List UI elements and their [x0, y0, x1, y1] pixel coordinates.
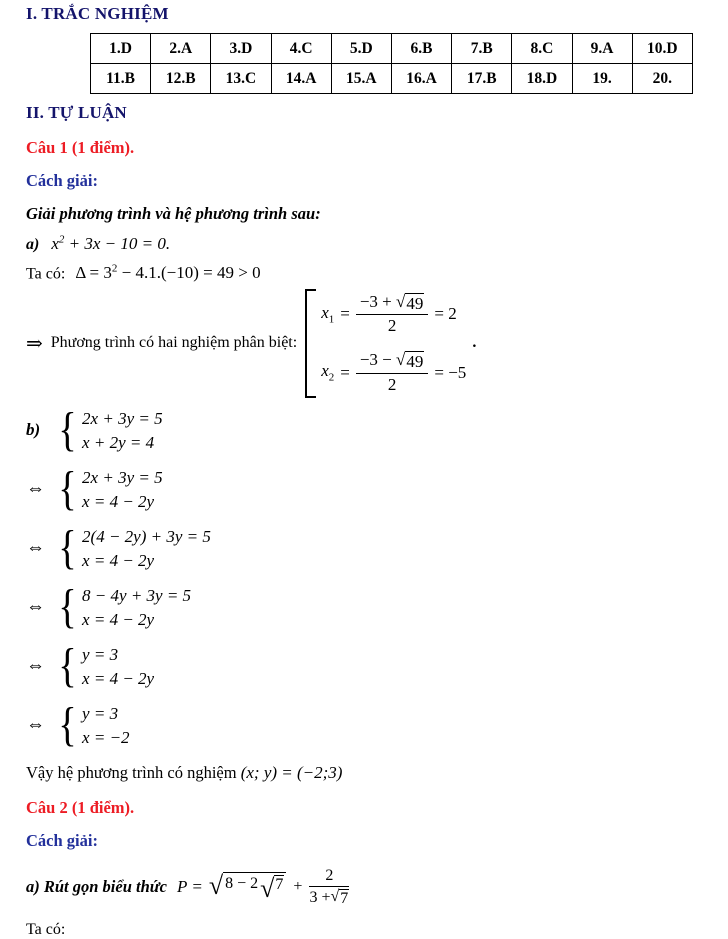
den-radicand-7: 7: [340, 889, 349, 907]
root1-result: = 2: [434, 304, 457, 324]
answer-cell: 19.: [572, 64, 632, 94]
system-equation-1: y = 3: [82, 644, 119, 664]
radical-sign: √: [208, 871, 224, 901]
den-pre: 3 +: [309, 888, 331, 906]
answer-cell: 17.B: [452, 64, 512, 94]
equation-system-block: [26, 698, 700, 752]
plus-sign: +: [293, 878, 303, 896]
root2-line: [321, 350, 466, 395]
root2-numerator: [356, 350, 429, 374]
system-equation-1: 8 − 4y + 3y = 5: [82, 585, 192, 605]
taco-label-1: Ta có:: [26, 265, 66, 283]
eq-exponent: 2: [58, 233, 65, 245]
system-lead-symbol: ⇔: [26, 537, 45, 559]
root1-equals: =: [340, 304, 350, 324]
system-lead-symbol: ⇔: [26, 655, 45, 677]
conclusion-math: (x; y) = (−2;3): [240, 763, 343, 783]
implies-arrow-icon: ⇒: [26, 332, 43, 355]
radicand-49: 49: [406, 352, 424, 372]
answer-cell: 8.C: [512, 34, 572, 64]
system-equations: [82, 585, 191, 630]
answer-cell: 20.: [632, 64, 692, 94]
delta-computation: [75, 263, 260, 282]
system-equations: [82, 467, 163, 512]
system-equations: [82, 644, 154, 689]
conclusion-text: Vậy hệ phương trình có nghiệm: [26, 763, 241, 783]
fraction-denominator: [309, 887, 349, 908]
fraction-numerator: 2: [309, 867, 349, 887]
outer-radicand: [223, 872, 286, 902]
cau1a-roots-line: [26, 291, 700, 395]
answer-cell: 18.D: [512, 64, 572, 94]
root2-num-pre: −3 −: [359, 350, 397, 370]
roots-cases-block: [305, 289, 466, 398]
system-lead-symbol: ⇔: [26, 596, 45, 618]
delta-rest: − 4.1.(−10) = 49 > 0: [117, 263, 261, 283]
root1-num-pre: −3 +: [359, 291, 397, 311]
answer-table-body: [91, 34, 693, 94]
system-lead-symbol: ⇔: [26, 478, 45, 500]
cau2-heading: Câu 2 (1 điểm).: [26, 798, 135, 818]
system-equations: [82, 526, 211, 571]
system-equations: [82, 408, 163, 453]
left-curly-brace: {: [58, 698, 77, 752]
system-equation-2: x = 4 − 2y: [82, 491, 155, 511]
cau2-fraction: [309, 867, 349, 908]
system-equation-1: 2x + 3y = 5: [82, 467, 163, 487]
system-equation-2: x = 4 − 2y: [82, 550, 155, 570]
left-curly-brace: {: [58, 521, 77, 575]
cau1-heading: Câu 1 (1 điểm).: [26, 138, 135, 157]
answer-cell: 12.B: [151, 64, 211, 94]
section-title-tu-luan: II. TỰ LUẬN: [26, 103, 127, 122]
left-curly-brace: {: [58, 403, 77, 457]
part-a-label: a): [26, 235, 40, 253]
root2-denominator: 2: [387, 374, 397, 394]
answer-cell: 15.A: [331, 64, 391, 94]
outer-radicand-pre: 8 − 2: [225, 875, 259, 893]
root2-result: = −5: [434, 362, 467, 382]
sqrt-49-icon: [396, 351, 424, 372]
eq-variable: x: [51, 233, 59, 253]
answer-cell: 2.A: [151, 34, 211, 64]
cau1a-equation-line: [26, 233, 700, 254]
answer-cell: 4.C: [271, 34, 331, 64]
left-curly-brace: {: [58, 580, 77, 634]
answer-table-row: [91, 64, 693, 94]
root2-equals: =: [340, 362, 350, 382]
root2-index: 2: [328, 371, 335, 384]
answer-cell: 5.D: [331, 34, 391, 64]
answer-cell: 14.A: [271, 64, 331, 94]
answer-cell: 16.A: [391, 64, 451, 94]
cau2-method-label: Cách giải:: [26, 831, 98, 851]
answer-table-row: [91, 34, 693, 64]
system-equation-2: x = 4 − 2y: [82, 609, 155, 629]
system-equation-2: x + 2y = 4: [82, 432, 155, 452]
root1-var: [321, 303, 334, 325]
delta-pre: Δ = 3: [75, 263, 112, 283]
cau1a-delta-line: [26, 263, 700, 284]
radicand-49: 49: [406, 293, 424, 313]
root2-x: x: [321, 361, 329, 381]
system-lead-symbol: b): [26, 420, 41, 440]
system-equations: [82, 703, 130, 748]
answer-cell: 3.D: [211, 34, 271, 64]
equation-system-block: [26, 580, 700, 634]
eq-rest: + 3x − 10 = 0.: [64, 233, 171, 253]
outer-sqrt-icon: [209, 872, 287, 902]
sqrt-49-icon: [396, 293, 424, 314]
system-equation-2: x = −2: [82, 727, 130, 747]
two-roots-text: Phương trình có hai nghiệm phân biệt:: [50, 334, 298, 352]
answer-cell: 9.A: [572, 34, 632, 64]
roots-case-column: [321, 289, 466, 398]
root1-index: 1: [328, 313, 335, 326]
trailing-period: .: [472, 334, 477, 352]
equation-system-block: [26, 639, 700, 693]
root1-denominator: 2: [387, 316, 397, 336]
answer-table: [90, 33, 693, 94]
den-sqrt-icon: [330, 889, 349, 908]
cau1-method-label: Cách giải:: [26, 171, 98, 190]
cau2a-label: a) Rút gọn biểu thức: [26, 877, 167, 897]
root2-var: [321, 361, 334, 383]
system-equation-1: y = 3: [82, 703, 119, 723]
radical-sign: √: [396, 291, 406, 311]
p-lhs: P =: [177, 877, 203, 897]
cau2a-expression-line: [26, 861, 700, 913]
equation-system-block: [26, 462, 700, 516]
system-equation-1: 2x + 3y = 5: [82, 408, 163, 428]
cau1a-equation: [51, 234, 170, 253]
delta-exponent: 2: [111, 262, 118, 275]
systems-container: [26, 403, 700, 752]
system-equation-2: x = 4 − 2y: [82, 668, 155, 688]
answer-cell: 10.D: [632, 34, 692, 64]
inner-sqrt-icon: [260, 875, 284, 902]
section-title-trac-nghiem: I. TRẮC NGHIỆM: [26, 4, 169, 23]
root1-fraction: [356, 292, 429, 337]
left-curly-brace: {: [58, 462, 77, 516]
radical-sign: √: [260, 874, 275, 904]
left-square-bracket: [305, 289, 316, 398]
root1-numerator: [356, 292, 429, 316]
root2-fraction: [356, 350, 429, 395]
answer-cell: 6.B: [391, 34, 451, 64]
system-lead-symbol: ⇔: [26, 714, 45, 736]
inner-radicand-7: 7: [275, 876, 284, 894]
cau1b-conclusion: [26, 763, 700, 783]
cau1-problem-statement: Giải phương trình và hệ phương trình sau:: [26, 204, 321, 223]
radical-sign: √: [330, 887, 340, 905]
cau2-taco-label: Ta có:: [26, 921, 66, 939]
answer-cell: 13.C: [211, 64, 271, 94]
radical-sign: √: [396, 350, 406, 370]
answer-cell: 1.D: [91, 34, 151, 64]
equation-system-block: [26, 521, 700, 575]
answer-cell: 7.B: [452, 34, 512, 64]
answer-cell: 11.B: [91, 64, 151, 94]
system-equation-1: 2(4 − 2y) + 3y = 5: [82, 526, 211, 546]
root1-line: [321, 292, 466, 337]
left-curly-brace: {: [58, 639, 77, 693]
root1-x: x: [321, 302, 329, 322]
equation-system-block: [26, 403, 700, 457]
